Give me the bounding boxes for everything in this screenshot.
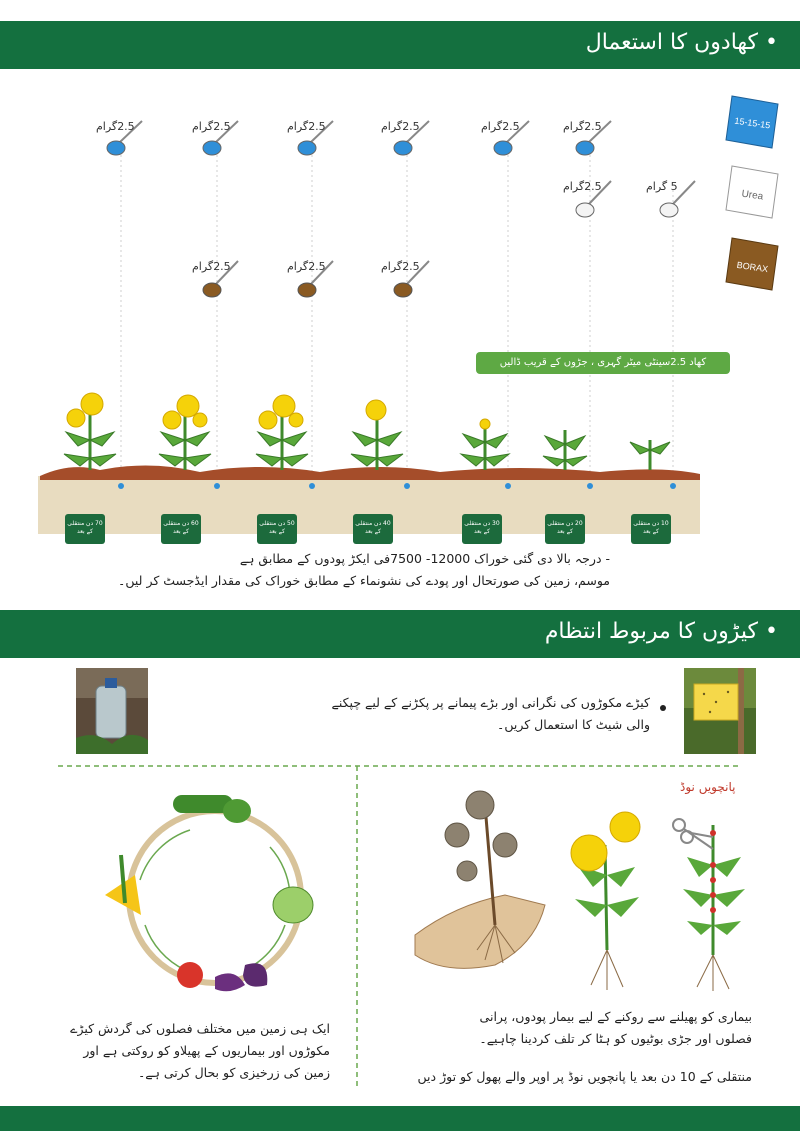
dose-label: 2.5گرام: [192, 120, 231, 133]
npk-bag-icon: [722, 90, 782, 154]
pinching-text: منتقلی کے 10 دن بعد یا پانچویں نوڈ پر اوپر والے پھول کو توڑ دیں: [417, 1069, 752, 1084]
bullet-icon: [660, 705, 666, 711]
dose-label: 2.5گرام: [563, 120, 602, 133]
day-badge: 60 دن منتقلی کے بعد: [161, 514, 201, 544]
fifth-node-label: پانچویں نوڈ: [680, 780, 736, 794]
day-badge: 50 دن منتقلی کے بعد: [257, 514, 297, 544]
day-badge: 10 دن منتقلی کے بعد: [631, 514, 671, 544]
borax-bag-icon: [722, 232, 782, 296]
application-banner: کھاد 2.5سینٹی میٹر گہری ، جڑوں کے قریب ڈالیں: [476, 352, 730, 374]
crop-rotation-diagram: [95, 785, 335, 1005]
trap-bottle-photo: [76, 668, 148, 754]
pest-title: • کیڑوں کا مربوط انتظام: [544, 619, 778, 644]
day-badge: 30 دن منتقلی کے بعد: [462, 514, 502, 544]
sticky-trap-photo: [684, 668, 756, 754]
footer-band: [0, 1106, 800, 1131]
dose-label: 2.5گرام: [192, 260, 231, 273]
dose-label: 2.5گرام: [381, 260, 420, 273]
dose-label: 2.5گرام: [481, 120, 520, 133]
borax-bag-label: BORAX: [736, 259, 769, 275]
dose-label: 2.5گرام: [563, 180, 602, 193]
dose-label: 2.5گرام: [96, 120, 135, 133]
dose-label: 2.5گرام: [287, 120, 326, 133]
plant-care-illustration: [395, 785, 775, 995]
disease-removal-text: بیماری کو پھیلنے سے روکنے کے لیے بیمار پودوں، پرانی فصلوں اور جڑی بوٹیوں کو ہٹا کر تلف کردینا چاہیے۔: [479, 1009, 752, 1046]
plant-growth-illustration: [0, 380, 800, 540]
pest-header: [0, 610, 800, 658]
day-badge: 40 دن منتقلی کے بعد: [353, 514, 393, 544]
fertilizer-title: • کھادوں کا استعمال: [585, 30, 778, 55]
day-badge: 70 دن منتقلی کے بعد: [65, 514, 105, 544]
dose-label: 2.5گرام: [287, 260, 326, 273]
crop-rotation-text: ایک ہی زمین میں مختلف فصلوں کی گردش کیڑے مکوڑوں اور بیماریوں کے پھیلاو کو روکتی ہے اور زمین کی زرخیزی کو بحال کرتی ہے۔: [70, 1021, 330, 1080]
day-badge: 20 دن منتقلی کے بعد: [545, 514, 585, 544]
sticky-sheet-text: کیڑے مکوڑوں کی نگرانی اور بڑے پیمانے پر پکڑنے کے لیے چپکنے والی شیٹ کا استعمال کریں۔: [331, 695, 650, 732]
urea-bag-icon: [722, 160, 782, 224]
dose-label: 5 گرام: [646, 180, 678, 193]
dosage-note: - درجہ بالا دی گئی خوراک 12000- 7500فی ایکڑ پودوں کے مطابق ہے موسم، زمین کی صورتحال اور پودے کی نشونماء کے مطابق خوراک کی مقدار ایڈجسٹ کر لیں۔: [118, 551, 610, 588]
dose-label: 2.5گرام: [381, 120, 420, 133]
urea-bag-label: Urea: [740, 188, 764, 203]
npk-bag-label: 15-15-15: [733, 115, 771, 131]
